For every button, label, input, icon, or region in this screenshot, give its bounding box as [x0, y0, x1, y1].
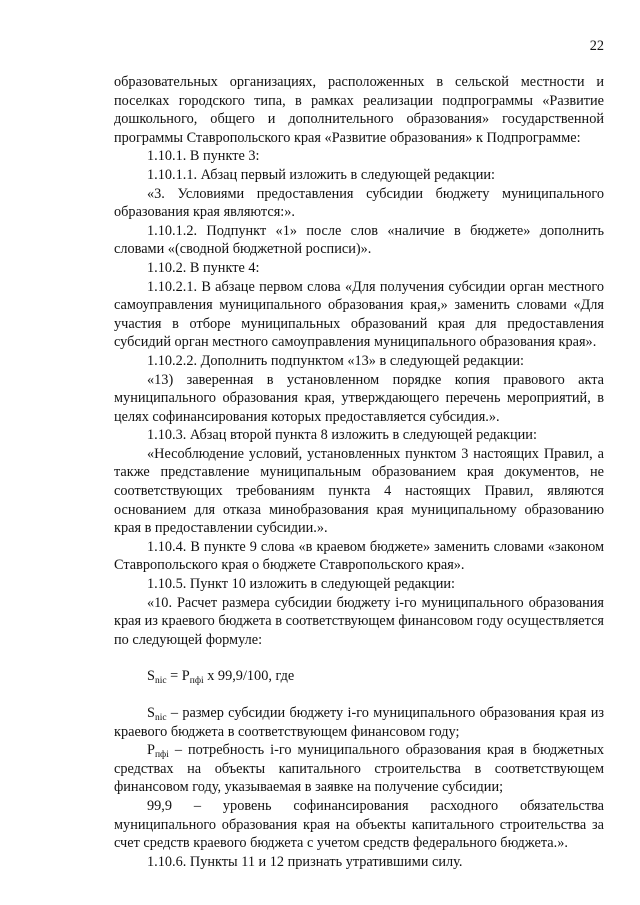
- formula-symbol-p: P: [181, 668, 190, 685]
- definition-text: – размер субсидии бюджету i-го муниципального образования края из краевого бюджета в соответствующем финансовом году;: [114, 705, 604, 740]
- paragraph: 1.10.2.1. В абзаце первом слова «Для получения субсидии орган местного самоуправления муниципального образования края,» заменить словами «Для участия в отборе муниципальных образований края для предоставления субсидий орган местного самоуправления муниципального образования края».: [114, 278, 604, 351]
- definition-symbol: S: [147, 705, 155, 721]
- paragraph: 1.10.1. В пункте 3:: [147, 148, 260, 165]
- paragraph: образовательных организациях, расположенных в сельской местности и поселках городского типа, в рамках реализации подпрограммы «Развитие дошкольного, общего и дополнительного образования» государственной программы Ставропольского края «Развитие образования» к Подпрограмме:: [114, 74, 604, 146]
- formula-subscript-p: пфi: [189, 676, 204, 687]
- paragraph: 1.10.2.2. Дополнить подпунктом «13» в следующей редакции:: [147, 352, 524, 369]
- formula: [114, 667, 604, 686]
- paragraph: 1.10.5. Пункт 10 изложить в следующей редакции:: [147, 576, 456, 593]
- closing-paragraph: 1.10.6. Пункты 11 и 12 признать утратившими силу.: [147, 853, 463, 870]
- definition-subscript: пфi: [154, 750, 169, 761]
- formula-subscript-s: nic: [154, 676, 167, 687]
- paragraph: «Несоблюдение условий, установленных пунктом 3 настоящих Правил, а также представление муниципальным образованием края документов, не соответствующих требованиям пункта 4 настоящих Правил, являются основанием для отказа минобразования края муниципальному образованию края в предоставлении субсидии.».: [114, 445, 604, 537]
- formula-rest: x 99,9/100, где: [203, 668, 295, 685]
- definition-symbol: P: [147, 742, 155, 759]
- definition-text: 99,9 – уровень софинансирования расходного обязательства муниципального образования края на объекты капитального строительства за счет средств краевого бюджета с учетом средств федерального бюджета.».: [114, 797, 604, 852]
- definition-paragraph: [114, 797, 604, 853]
- definition-subscript: nic: [154, 713, 167, 723]
- paragraph: 1.10.2. В пункте 4:: [147, 259, 260, 276]
- document-body: [114, 73, 604, 871]
- paragraph: «13) заверенная в установленном порядке копия правового акта муниципального образования края, утверждающего перечень мероприятий, в целях софинансирования которых предоставляется субсидия.».: [114, 371, 604, 425]
- page-number: 22: [589, 38, 604, 54]
- paragraph: 1.10.1.2. Подпункт «1» после слов «наличие в бюджете» дополнить словами «(сводной бюджетной росписи)».: [114, 222, 604, 258]
- definition-text: – потребность i-го муниципального образования края в бюджетных средствах на объекты капитального строительства в соответствующем финансовом году, указываемая в заявке на получение субсидии;: [114, 742, 604, 796]
- formula-equals: =: [166, 668, 182, 685]
- definition-paragraph: [114, 704, 604, 741]
- paragraph: 1.10.1.1. Абзац первый изложить в следующей редакции:: [147, 166, 495, 183]
- paragraph: «3. Условиями предоставления субсидии бюджету муниципального образования края являются:».: [114, 185, 604, 221]
- paragraph: 1.10.4. В пункте 9 слова «в краевом бюджете» заменить словами «законом Ставропольского края о бюджете Ставропольского края».: [114, 538, 604, 574]
- formula-symbol-s: S: [147, 668, 155, 685]
- paragraph: 1.10.3. Абзац второй пункта 8 изложить в следующей редакции:: [147, 427, 537, 444]
- definition-paragraph: [114, 741, 604, 797]
- paragraph: «10. Расчет размера субсидии бюджету i-го муниципального образования края из краевого бюджета в соответствующем финансовом году осуществляется по следующей формуле:: [114, 594, 604, 648]
